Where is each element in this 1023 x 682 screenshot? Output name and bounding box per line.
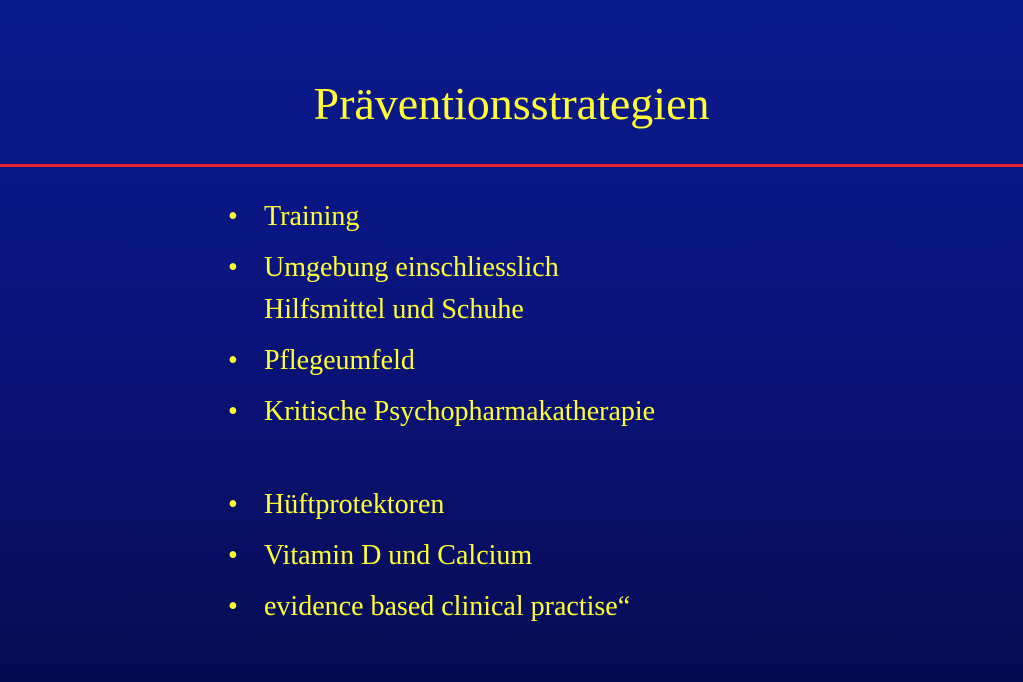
bullet-dot-icon: • xyxy=(228,201,238,232)
title-divider-line xyxy=(0,164,1023,167)
bullet-text: Training xyxy=(264,201,360,232)
bullet-text: Pflegeumfeld xyxy=(264,345,415,376)
bullet-item-hueftprotektoren xyxy=(228,484,655,526)
bullet-item-psychopharmaka xyxy=(228,391,655,433)
bullet-text: Hüftprotektoren xyxy=(264,489,445,520)
bullet-text-continuation: Hilfsmittel und Schuhe xyxy=(264,294,524,325)
bullet-item-umgebung xyxy=(228,247,655,331)
bullet-item-training xyxy=(228,196,655,238)
bullet-item-pflegeumfeld xyxy=(228,340,655,382)
bullet-item-evidence-based xyxy=(228,586,655,628)
bullet-text: Kritische Psychopharmakatherapie xyxy=(264,396,656,427)
bullet-dot-icon: • xyxy=(228,252,238,283)
slide-title: Präventionsstrategien xyxy=(313,78,710,129)
bullet-item-vitamin-d xyxy=(228,535,655,577)
bullet-dot-icon: • xyxy=(228,591,238,622)
bullet-text: evidence based clinical practise“ xyxy=(264,591,631,622)
bullet-text: Umgebung einschliesslich xyxy=(264,252,559,283)
bullet-dot-icon: • xyxy=(228,489,238,520)
bullet-dot-icon: • xyxy=(228,540,238,571)
bullet-dot-icon: • xyxy=(228,345,238,376)
bullet-dot-icon: • xyxy=(228,396,238,427)
bullet-text: Vitamin D und Calcium xyxy=(264,540,533,571)
bullet-list xyxy=(228,196,655,637)
